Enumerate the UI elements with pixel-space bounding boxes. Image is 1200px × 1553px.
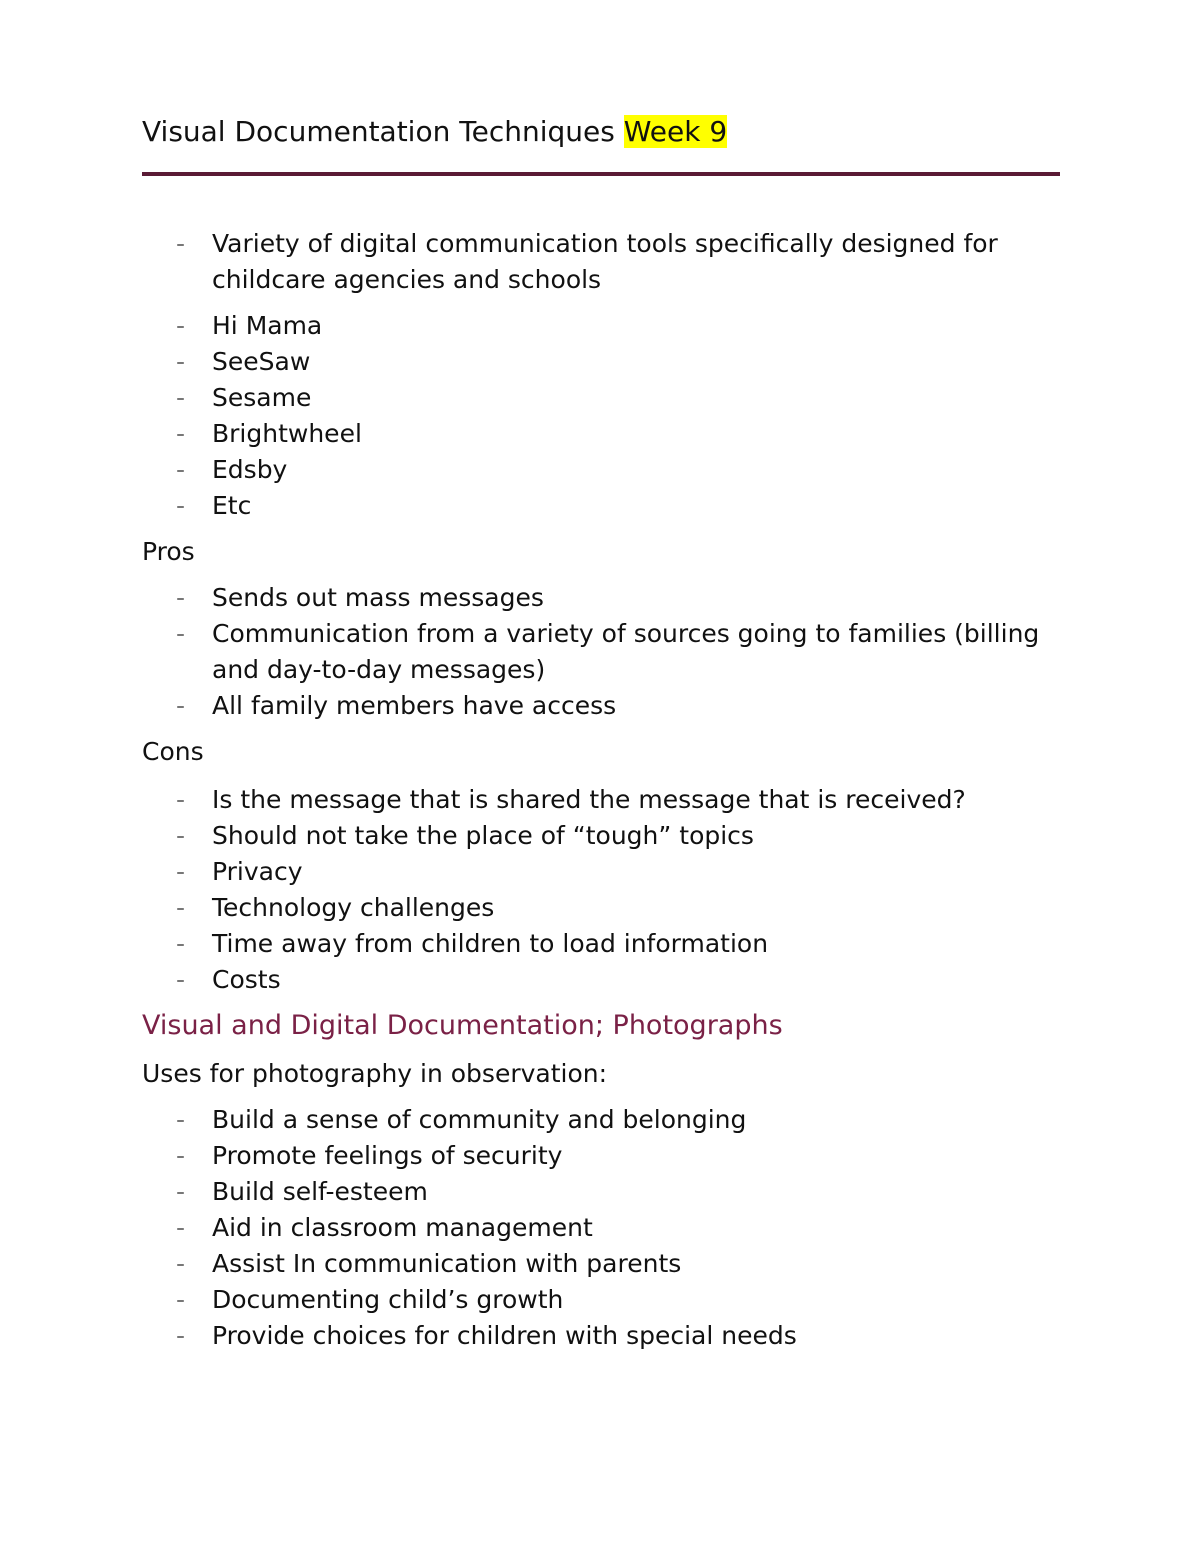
intro-list	[142, 226, 1060, 524]
cons-label: Cons	[142, 737, 204, 766]
pros-label: Pros	[142, 537, 195, 566]
list-item	[142, 580, 1060, 616]
list-item	[142, 1282, 1060, 1318]
page-title	[142, 110, 1060, 154]
section-intro: Uses for photography in observation:	[142, 1059, 608, 1088]
list-item	[142, 1210, 1060, 1246]
list-item	[142, 452, 1060, 488]
list-item-text: Costs	[212, 965, 281, 994]
pros-list	[142, 580, 1060, 724]
list-item-text: Promote feelings of security	[212, 1141, 563, 1170]
list-item	[142, 890, 1060, 926]
dash-bullet: -	[176, 1105, 186, 1134]
list-item	[142, 416, 1060, 452]
list-item	[142, 226, 1060, 298]
dash-bullet: -	[176, 229, 186, 258]
list-item	[142, 782, 1060, 818]
list-item-text: Documenting child’s growth	[212, 1285, 564, 1314]
list-item-text: Should not take the place of “tough” topics	[212, 821, 754, 850]
dash-bullet: -	[176, 583, 186, 612]
dash-bullet: -	[176, 857, 186, 886]
dash-bullet: -	[176, 1249, 186, 1278]
list-item-text: Sends out mass messages	[212, 583, 544, 612]
list-item	[142, 1174, 1060, 1210]
dash-bullet: -	[176, 491, 186, 520]
list-item	[142, 344, 1060, 380]
list-item	[142, 1318, 1060, 1354]
list-item-text: Provide choices for children with special needs	[212, 1321, 797, 1350]
list-item-text: Technology challenges	[212, 893, 495, 922]
list-item-text: Variety of digital communication tools specifically designed for childcare agencies and schools	[212, 229, 998, 294]
list-item-text: Build a sense of community and belonging	[212, 1105, 747, 1134]
list-item	[142, 854, 1060, 890]
list-item-text: Edsby	[212, 455, 288, 484]
list-item	[142, 1138, 1060, 1174]
dash-bullet: -	[176, 821, 186, 850]
dash-bullet: -	[176, 1141, 186, 1170]
list-item	[142, 308, 1060, 344]
list-item-text: Brightwheel	[212, 419, 362, 448]
dash-bullet: -	[176, 1321, 186, 1350]
list-item-text: Hi Mama	[212, 311, 323, 340]
dash-bullet: -	[176, 965, 186, 994]
list-item-text: All family members have access	[212, 691, 617, 720]
list-item	[142, 488, 1060, 524]
list-item	[142, 818, 1060, 854]
list-item-text: Etc	[212, 491, 252, 520]
dash-bullet: -	[176, 347, 186, 376]
list-item	[142, 380, 1060, 416]
dash-bullet: -	[176, 785, 186, 814]
list-item	[142, 616, 1060, 688]
dash-bullet: -	[176, 1285, 186, 1314]
dash-bullet: -	[176, 1177, 186, 1206]
title-divider	[142, 172, 1060, 176]
section-heading: Visual and Digital Documentation; Photographs	[142, 1010, 783, 1041]
dash-bullet: -	[176, 419, 186, 448]
list-item-text: Time away from children to load information	[212, 929, 769, 958]
list-item-text: Privacy	[212, 857, 303, 886]
list-item	[142, 688, 1060, 724]
list-item	[142, 1246, 1060, 1282]
dash-bullet: -	[176, 455, 186, 484]
list-item	[142, 1102, 1060, 1138]
list-item-text: Is the message that is shared the message that is received?	[212, 785, 966, 814]
list-item-text: SeeSaw	[212, 347, 311, 376]
dash-bullet: -	[176, 929, 186, 958]
list-item-text: Communication from a variety of sources going to families (billing and day-to-day messages)	[212, 619, 1040, 684]
title-text: Visual Documentation Techniques	[142, 115, 624, 148]
list-item-text: Assist In communication with parents	[212, 1249, 682, 1278]
dash-bullet: -	[176, 691, 186, 720]
list-item-text: Sesame	[212, 383, 312, 412]
list-item	[142, 962, 1060, 998]
document-page	[142, 110, 1060, 1354]
cons-list	[142, 782, 1060, 998]
list-item-text: Aid in classroom management	[212, 1213, 593, 1242]
dash-bullet: -	[176, 619, 186, 648]
dash-bullet: -	[176, 1213, 186, 1242]
list-item	[142, 926, 1060, 962]
dash-bullet: -	[176, 893, 186, 922]
dash-bullet: -	[176, 383, 186, 412]
list-item-text: Build self-esteem	[212, 1177, 428, 1206]
photography-uses-list	[142, 1102, 1060, 1354]
week-highlight: Week 9	[623, 115, 728, 148]
dash-bullet: -	[176, 311, 186, 340]
